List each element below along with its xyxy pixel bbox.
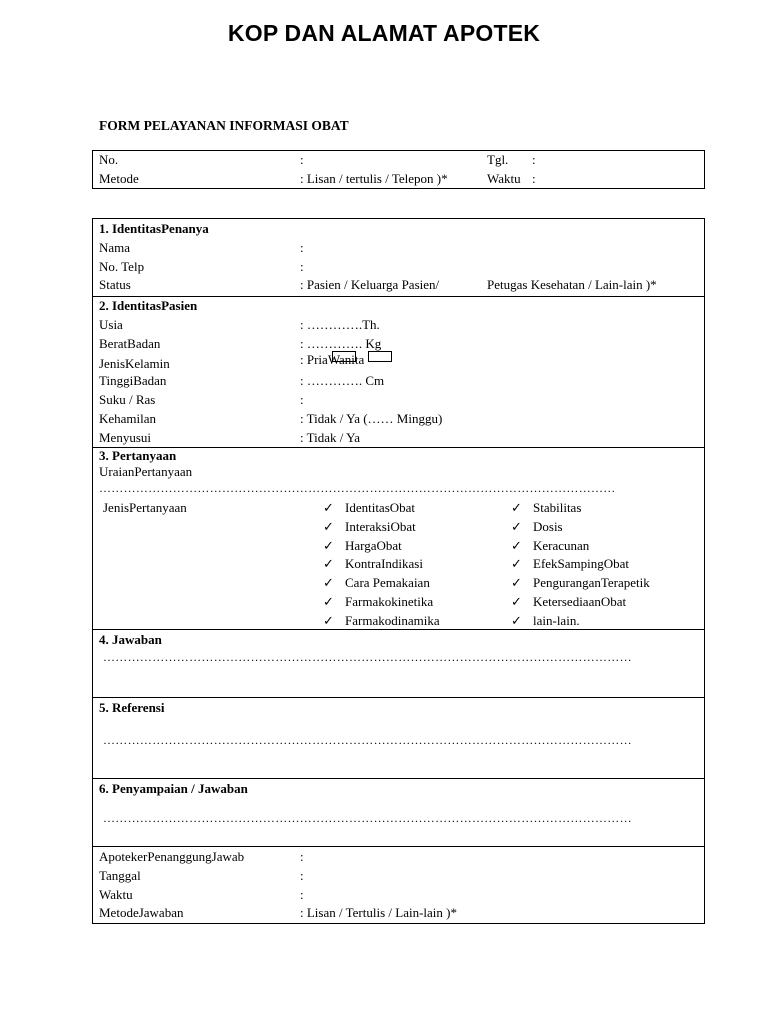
- col1-item[interactable]: [323, 613, 440, 629]
- col2-item-label: PenguranganTerapetik: [533, 575, 650, 591]
- col2-item[interactable]: [511, 594, 626, 610]
- tanggal-label: Tanggal: [99, 867, 141, 883]
- col2-item-label: Dosis: [533, 518, 563, 534]
- jenis-kelamin-label: JenisKelamin: [99, 356, 170, 372]
- waktu-label: Waktu: [99, 886, 133, 902]
- section-jawaban: [93, 629, 704, 697]
- metode-jawaban-label: MetodeJawaban: [99, 905, 184, 921]
- usia-label: Usia: [99, 316, 123, 332]
- col2-item[interactable]: [511, 613, 580, 629]
- checkmark-icon: ✓: [323, 612, 334, 628]
- col1-item[interactable]: [323, 500, 415, 516]
- checkmark-icon: ✓: [511, 500, 522, 515]
- metode-label: Metode: [99, 170, 139, 186]
- col1-item-label: Cara Pemakaian: [345, 575, 430, 591]
- section-identitas-penanya: [93, 220, 704, 296]
- checkmark-icon: ✓: [511, 537, 522, 553]
- tinggi-label: TinggiBadan: [99, 373, 167, 389]
- section-penyampaian: [93, 778, 704, 846]
- col2-item-label: KetersediaanObat: [533, 594, 627, 609]
- col1-item-label: Farmakokinetika: [345, 594, 434, 609]
- checkmark-icon: ✓: [511, 556, 522, 572]
- col1-item[interactable]: [323, 519, 416, 535]
- checkmark-icon: ✓: [511, 518, 522, 534]
- col2-item[interactable]: [511, 575, 650, 591]
- col2-item-label: EfekSampingObat: [533, 556, 630, 572]
- usia-value: : ………….Th.: [300, 316, 380, 332]
- jenis-pertanyaan-label: JenisPertanyaan: [103, 500, 187, 515]
- checkmark-icon: ✓: [323, 575, 334, 591]
- kop-header: KOP DAN ALAMAT APOTEK: [227, 20, 541, 46]
- nama-label: Nama: [99, 239, 131, 255]
- col2-item[interactable]: [511, 556, 629, 572]
- no-value: :: [300, 152, 304, 167]
- kehamilan-label: Kehamilan: [99, 410, 157, 426]
- col2-item-label: Stabilitas: [533, 500, 582, 515]
- section-identitas-pasien: [93, 296, 704, 447]
- col1-item-label: InteraksiObat: [345, 518, 416, 534]
- menyusui-label: Menyusui: [99, 429, 151, 445]
- wanita-label: Wanita: [327, 352, 365, 368]
- checkmark-icon: ✓: [323, 537, 334, 553]
- kehamilan-value: : Tidak / Ya (…… Minggu): [300, 410, 443, 426]
- col2-item[interactable]: [511, 519, 563, 535]
- apoteker-value: :: [300, 849, 304, 864]
- status-value: : Pasien / Keluarga Pasien/: [300, 277, 440, 293]
- col1-item[interactable]: [323, 556, 423, 572]
- checkmark-icon: ✓: [511, 612, 522, 628]
- telp-value: :: [300, 258, 304, 274]
- pria-checkbox[interactable]: [332, 351, 356, 362]
- col2-item[interactable]: [511, 538, 589, 554]
- col2-item-label: lain-lain.: [533, 612, 580, 628]
- section-referensi: [93, 697, 704, 778]
- col1-item-label: KontraIndikasi: [345, 556, 423, 572]
- section4-title: 4. Jawaban: [99, 632, 162, 647]
- no-label: No.: [99, 152, 119, 167]
- tgl-label: Tgl.: [487, 152, 509, 167]
- section6-title: 6. Penyampaian / Jawaban: [99, 781, 248, 796]
- suku-label: Suku / Ras: [99, 391, 156, 407]
- jenis-kelamin-options: [300, 351, 364, 370]
- col1-item[interactable]: [323, 594, 433, 610]
- suku-value: :: [300, 391, 304, 407]
- metode-value: : Lisan / tertulis / Telepon )*: [300, 170, 448, 186]
- col1-item-label: IdentitasObat: [345, 500, 416, 515]
- col1-item[interactable]: [323, 538, 402, 554]
- col2-item[interactable]: [511, 500, 581, 516]
- metode-jawaban-value: : Lisan / Tertulis / Lain-lain )*: [300, 905, 457, 921]
- berat-label: BeratBadan: [99, 335, 161, 351]
- nama-value: :: [300, 239, 304, 255]
- header-box: [92, 150, 705, 189]
- col1-item-label: Farmakodinamika: [345, 612, 440, 628]
- waktu-label: Waktu: [487, 170, 521, 186]
- checkmark-icon: ✓: [511, 594, 522, 609]
- section1-title: 1. IdentitasPenanya: [99, 221, 209, 236]
- metode-row: [93, 170, 704, 189]
- tanggal-value: :: [300, 867, 304, 883]
- section3-title: 3. Pertanyaan: [99, 448, 177, 463]
- wanita-checkbox[interactable]: [368, 351, 392, 362]
- main-form-box: [92, 218, 705, 924]
- checkmark-icon: ✓: [323, 556, 334, 572]
- no-row: [93, 151, 704, 170]
- jawaban-dots: …………………………………………………………………………………………………………………: [103, 650, 632, 664]
- status-label: Status: [99, 277, 131, 293]
- status-value-2: Petugas Kesehatan / Lain-lain )*: [487, 277, 657, 293]
- tgl-value: :: [532, 152, 536, 167]
- form-title: FORM PELAYANAN INFORMASI OBAT: [99, 118, 349, 133]
- telp-label: No. Telp: [99, 258, 145, 274]
- tinggi-value: : …………. Cm: [300, 373, 385, 389]
- pria-label: : Pria: [300, 352, 328, 368]
- section-pertanyaan: [93, 447, 704, 629]
- checkmark-icon: ✓: [323, 500, 334, 515]
- checkmark-icon: ✓: [511, 575, 522, 591]
- menyusui-value: : Tidak / Ya: [300, 429, 360, 445]
- penyampaian-dots: …………………………………………………………………………………………………………………: [103, 811, 632, 825]
- col1-item[interactable]: [323, 575, 430, 591]
- waktu-value: :: [532, 170, 536, 186]
- waktu-value: :: [300, 886, 304, 902]
- apoteker-label: ApotekerPenanggungJawab: [99, 849, 245, 864]
- section2-title: 2. IdentitasPasien: [99, 298, 198, 313]
- col1-item-label: HargaObat: [345, 537, 402, 553]
- uraian-dots: ………………………………………………………………………………………………………………: [99, 481, 616, 495]
- checkmark-icon: ✓: [323, 518, 334, 534]
- section-apoteker: [93, 846, 704, 923]
- section5-title: 5. Referensi: [99, 700, 165, 715]
- berat-value: : …………. Kg: [300, 335, 382, 351]
- checkmark-icon: ✓: [323, 594, 334, 609]
- referensi-dots: …………………………………………………………………………………………………………………: [103, 733, 632, 747]
- col2-item-label: Keracunan: [533, 537, 590, 553]
- uraian-pertanyaan-label: UraianPertanyaan: [99, 464, 193, 479]
